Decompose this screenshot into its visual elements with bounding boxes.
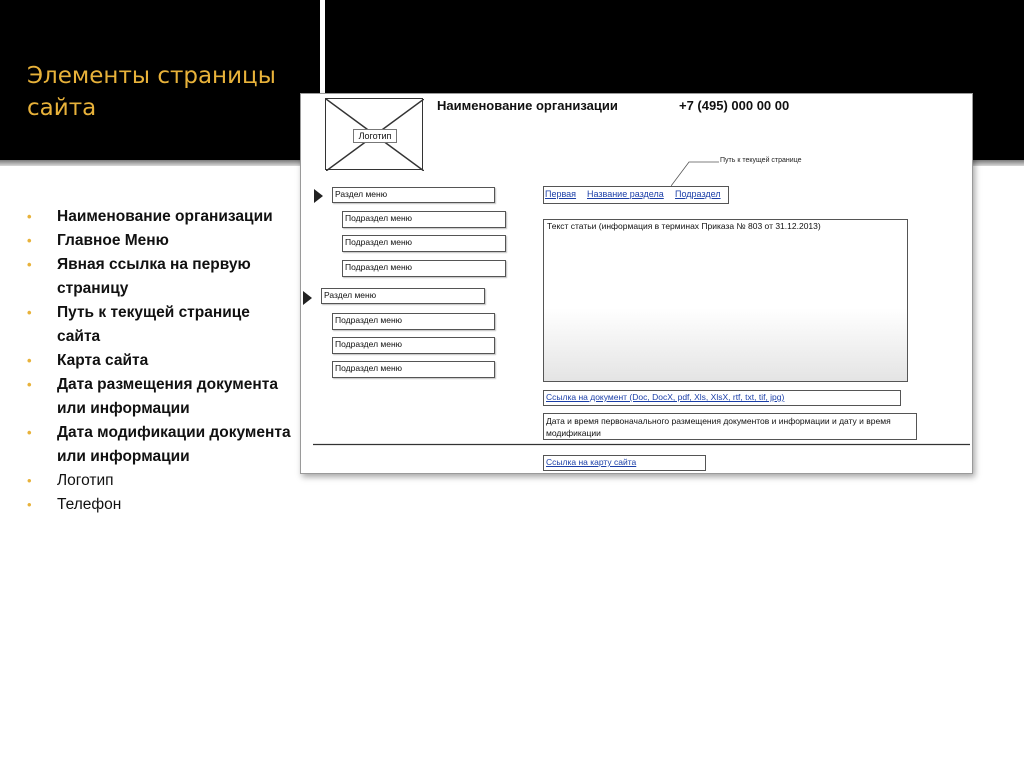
publish-date-info: Дата и время первоначального размещения документов и информации и дату и время модификации [543, 413, 917, 440]
bullet-item [27, 205, 297, 229]
menu-subsection[interactable]: Подраздел меню [342, 211, 506, 228]
bullet-text: Дата размещения документа или информации [57, 376, 278, 417]
menu-subsection[interactable]: Подраздел меню [332, 313, 495, 330]
menu-section[interactable]: Раздел меню [332, 187, 495, 203]
bullet-text: Явная ссылка на первую страницу [57, 256, 251, 297]
menu-subsection[interactable]: Подраздел меню [342, 260, 506, 277]
path-annotation: Путь к текущей странице [720, 157, 802, 164]
document-link[interactable]: Ссылка на документ (Doc, DocX, pdf, Xls, XlsX, rtf, txt, tif, jpg) [543, 390, 901, 406]
wireframe-mockup [300, 93, 973, 474]
bullet-text: Логотип [57, 472, 114, 489]
bullet-item [27, 253, 297, 301]
bullet-dot-icon: • [27, 233, 32, 248]
bullet-item [27, 469, 297, 493]
bullet-dot-icon: • [27, 425, 32, 440]
bullet-dot-icon: • [27, 497, 32, 512]
sitemap-link[interactable]: Ссылка на карту сайта [543, 455, 706, 471]
bullet-item [27, 421, 297, 469]
bullet-text: Путь к текущей странице сайта [57, 304, 250, 345]
menu-subsection[interactable]: Подраздел меню [342, 235, 506, 252]
breadcrumb-home-link[interactable]: Первая [545, 189, 577, 199]
bullet-text: Дата модификации документа или информации [57, 424, 291, 465]
bullet-item [27, 229, 297, 253]
bullet-dot-icon: • [27, 257, 32, 272]
slide-title: Элементы страницы сайта [27, 63, 276, 121]
bullet-dot-icon: • [27, 353, 32, 368]
separator-line [313, 443, 970, 446]
bullet-dot-icon: • [27, 473, 32, 488]
bullet-text: Телефон [57, 496, 122, 513]
article-content: Текст статьи (информация в терминах Приказа № 803 от 31.12.2013) [543, 219, 908, 382]
org-name: Наименование организации [437, 98, 618, 113]
breadcrumb-section-link[interactable]: Название раздела [587, 189, 664, 199]
bullet-text: Карта сайта [57, 352, 149, 369]
menu-subsection[interactable]: Подраздел меню [332, 337, 495, 354]
breadcrumb-subsection-link[interactable]: Подраздел [675, 189, 721, 199]
bullet-item [27, 349, 297, 373]
bullet-dot-icon: • [27, 209, 32, 224]
bullet-dot-icon: • [27, 377, 32, 392]
logo-placeholder [325, 98, 423, 170]
menu-subsection[interactable]: Подраздел меню [332, 361, 495, 378]
bullet-item [27, 373, 297, 421]
bullet-item [27, 301, 297, 349]
logo-label: Логотип [353, 129, 397, 143]
phone-number: +7 (495) 000 00 00 [679, 98, 790, 113]
breadcrumb [543, 186, 729, 204]
bullet-text: Главное Меню [57, 232, 169, 249]
bullet-list [27, 205, 297, 517]
menu-expand-arrow-icon[interactable] [303, 291, 312, 305]
menu-section[interactable]: Раздел меню [321, 288, 485, 304]
menu-expand-arrow-icon[interactable] [314, 189, 323, 203]
bullet-text: Наименование организации [57, 208, 273, 225]
bullet-item [27, 493, 297, 517]
bullet-dot-icon: • [27, 305, 32, 320]
